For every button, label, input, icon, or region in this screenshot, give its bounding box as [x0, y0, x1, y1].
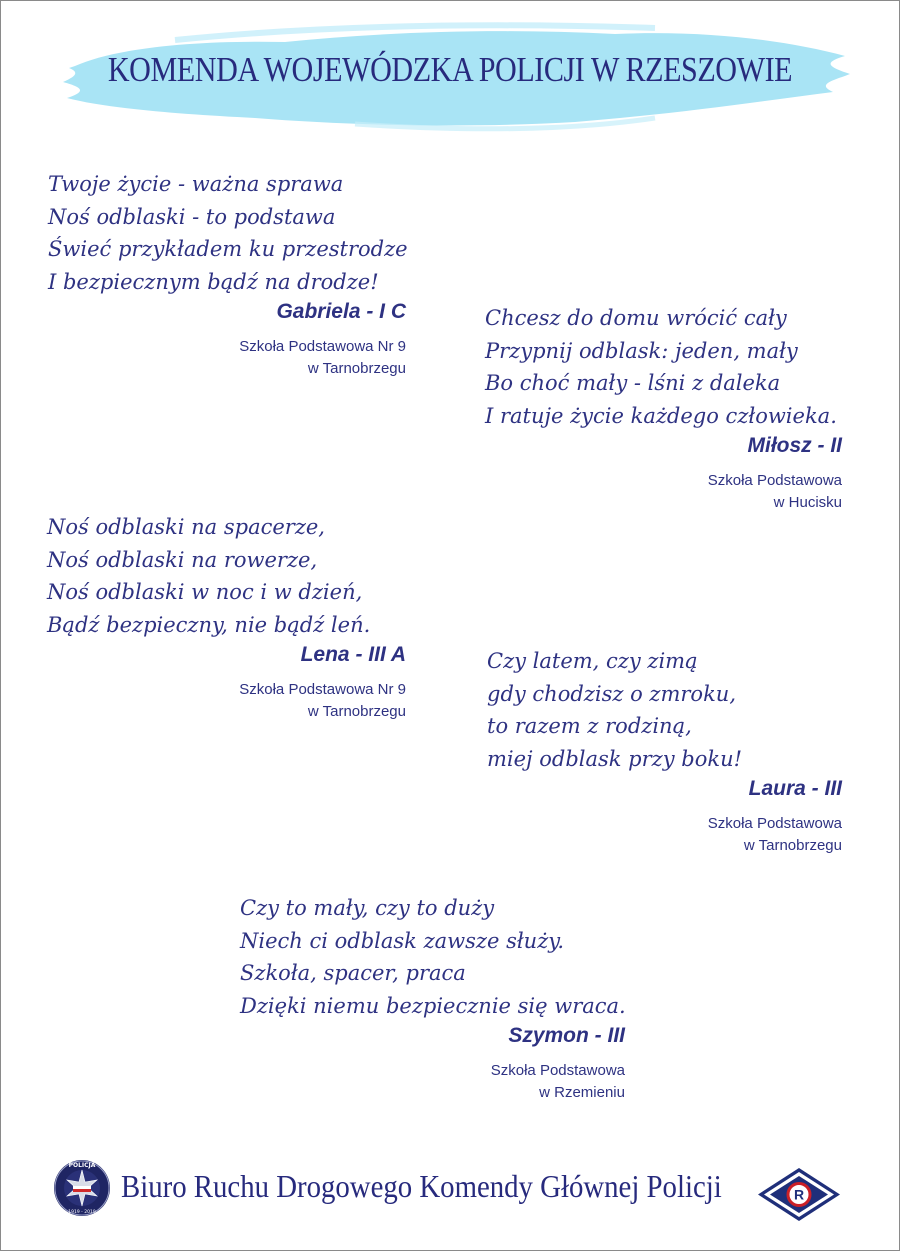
poem-line: gdy chodzisz o zmroku,: [487, 681, 736, 706]
poem-author: Szymon - III: [508, 1024, 625, 1047]
poem-line: Dzięki niemu bezpiecznie się wraca.: [240, 993, 626, 1018]
poem-line: Noś odblaski na rowerze,: [47, 547, 318, 572]
poem-author: Miłosz - II: [747, 434, 842, 457]
poem-line: I bezpiecznym bądź na drodze!: [48, 269, 379, 294]
poem-author: Gabriela - I C: [276, 300, 406, 323]
poem-line: Niech ci odblask zawsze służy.: [240, 928, 565, 953]
svg-text:1919 - 2019: 1919 - 2019: [68, 1210, 96, 1215]
school-town: w Tarnobrzegu: [307, 703, 406, 720]
poem-school: [47, 679, 406, 723]
poem-lines: [240, 892, 625, 1022]
poem-line: I ratuje życie każdego człowieka.: [485, 403, 837, 428]
poem-line: Noś odblaski - to podstawa: [48, 204, 336, 229]
poem-line: Noś odblaski na spacerze,: [47, 515, 325, 539]
poem-line: Świeć przykładem ku przestrodze: [48, 237, 408, 261]
poem-line: to razem z rodziną,: [487, 714, 692, 738]
road-traffic-r-diamond-icon: [757, 1167, 841, 1222]
poem-line: Szkoła, spacer, praca: [240, 961, 466, 985]
poem-line: Chcesz do domu wrócić cały: [485, 306, 787, 330]
poem-author: Laura - III: [748, 777, 842, 800]
poem-author: Lena - III A: [300, 643, 406, 666]
poem-laura: [487, 645, 842, 857]
poem-lines: [48, 168, 406, 298]
school-name: Szkoła Podstawowa Nr 9: [239, 338, 406, 355]
poem-szymon: [240, 892, 625, 1104]
poem-lena: [47, 511, 406, 723]
school-name: Szkoła Podstawowa: [490, 1062, 625, 1079]
footer-text: Biuro Ruchu Drogowego Komendy Głównej Policji: [121, 1168, 722, 1204]
school-name: Szkoła Podstawowa Nr 9: [239, 681, 406, 698]
poem-lines: [485, 302, 842, 432]
poem-gabriela: [48, 168, 406, 380]
school-name: Szkoła Podstawowa: [707, 472, 842, 489]
poem-line: Czy to mały, czy to duży: [240, 896, 495, 920]
school-town: w Hucisku: [773, 494, 842, 511]
poem-lines: [47, 511, 406, 641]
poem-line: Przypnij odblask: jeden, mały: [485, 338, 798, 363]
svg-text:R: R: [793, 1186, 805, 1203]
poem-school: [48, 336, 406, 380]
poem-line: Bo choć mały - lśni z daleka: [485, 371, 781, 395]
poem-line: Twoje życie - ważna sprawa: [48, 172, 344, 196]
poem-school: [240, 1060, 625, 1104]
school-town: w Tarnobrzegu: [743, 837, 842, 854]
school-name: Szkoła Podstawowa: [707, 815, 842, 832]
poem-line: Bądź bezpieczny, nie bądź leń.: [47, 612, 371, 637]
school-town: w Tarnobrzegu: [307, 360, 406, 377]
svg-text:POLICJA: POLICJA: [68, 1162, 96, 1169]
police-star-badge-icon: [53, 1158, 111, 1218]
poem-line: miej odblask przy boku!: [487, 746, 743, 771]
poem-milosz: [485, 302, 842, 514]
page-title: KOMENDA WOJEWÓDZKA POLICJI W RZESZOWIE: [107, 50, 793, 89]
school-town: w Rzemieniu: [539, 1084, 625, 1101]
poem-school: [487, 813, 842, 857]
poem-line: Noś odblaski w noc i w dzień,: [47, 580, 363, 604]
poem-school: [485, 470, 842, 514]
poem-line: Czy latem, czy zimą: [487, 649, 698, 673]
poem-lines: [487, 645, 842, 775]
